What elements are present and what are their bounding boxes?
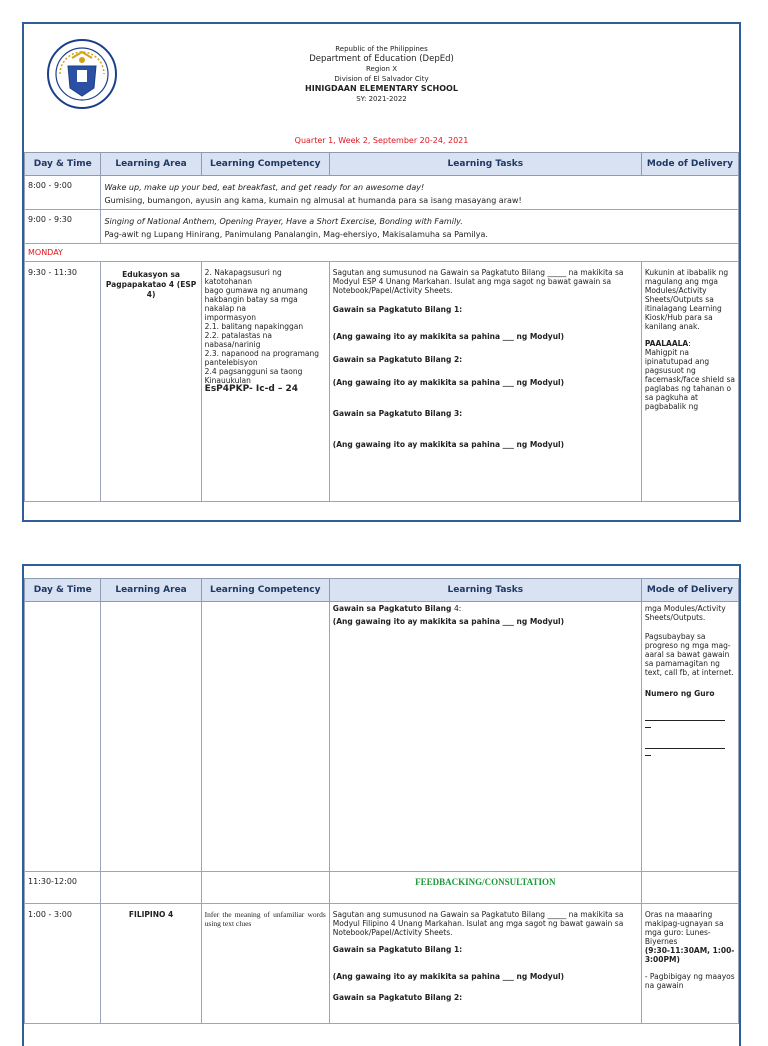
republic-line: Republic of the Philippines — [335, 45, 428, 53]
learning-area-cell — [101, 602, 201, 872]
competency-cell — [201, 872, 329, 904]
day-label: MONDAY — [25, 244, 739, 262]
mode-cell — [641, 602, 738, 872]
table-row — [25, 904, 739, 1024]
routine-cell — [101, 210, 739, 244]
blank-line — [645, 721, 651, 728]
table-header-row — [25, 579, 739, 602]
routine-filipino: Gumising, bumangon, ayusin ang kama, kumain ng almusal at humanda para sa isang masayang araw! — [104, 196, 522, 205]
blank-line — [645, 740, 725, 749]
table-row — [25, 262, 739, 502]
reminder-label: PAALAALA — [644, 339, 689, 348]
col-learning-area: Learning Area — [101, 579, 201, 602]
consultation-hours: (9:30-11:30AM, 1:00-3:00PM) — [644, 946, 735, 964]
mode-cell — [641, 904, 738, 1024]
mode-text: mga Modules/Activity Sheets/Outputs. — [644, 604, 726, 622]
task-heading-text: Gawain sa Pagkatuto Bilang — [332, 604, 452, 613]
task-heading: Gawain sa Pagkatuto Bilang 1: — [332, 945, 463, 954]
task-page-note: (Ang gawaing ito ay makikita sa pahina ___ ng Modyul) — [332, 440, 565, 449]
page-2 — [22, 564, 741, 1046]
competency-cell — [201, 602, 329, 872]
competency-code: EsP4PKP- Ic-d – 24 — [204, 384, 299, 394]
blank-line — [645, 712, 725, 721]
routine-english: Singing of National Anthem, Opening Prayer, Have a Short Exercise, Bonding with Family. — [104, 217, 463, 226]
table-row — [25, 176, 739, 210]
col-learning-tasks: Learning Tasks — [329, 153, 641, 176]
schedule-table — [24, 152, 739, 502]
tasks-intro: Sagutan ang sumusunod na Gawain sa Pagkatuto Bilang _____ na makikita sa Modyul Filipino 4 Unang Markahan. Isulat ang mga sagot ng bawat gawain sa Notebook/Papel/Activity Sheets. — [332, 910, 624, 937]
mode-text: Mahigpit na ipinatutupad ang pagsusuot ng facemask/face shield sa paglabas ng tahanan o sa pagkuha at pagbabalik ng — [644, 348, 735, 411]
time-cell: 8:00 - 9:00 — [25, 176, 101, 210]
task-heading: Gawain sa Pagkatuto Bilang 1: — [332, 305, 463, 314]
routine-filipino: Pag-awit ng Lupang Hinirang, Panimulang Panalangin, Mag-ehersiyo, Makisalamuha sa Pamilya. — [104, 230, 488, 239]
school-year: SY: 2021-2022 — [356, 95, 407, 103]
mode-cell — [641, 262, 738, 502]
task-heading: Gawain sa Pagkatuto Bilang 2: — [332, 355, 463, 364]
table-row — [25, 872, 739, 904]
region-line: Region X — [366, 65, 397, 73]
task-page-note: (Ang gawaing ito ay makikita sa pahina ___ ng Modyul) — [332, 378, 565, 387]
time-cell: 9:30 - 11:30 — [25, 262, 101, 502]
col-learning-competency: Learning Competency — [201, 579, 329, 602]
blank-line — [645, 749, 651, 756]
routine-cell — [101, 176, 739, 210]
tasks-cell — [329, 904, 641, 1024]
tasks-cell — [329, 262, 641, 502]
col-learning-area: Learning Area — [101, 153, 201, 176]
department-line: Department of Education (DepEd) — [309, 54, 454, 64]
task-heading — [333, 604, 638, 613]
page-1 — [22, 22, 741, 522]
mode-text: Oras na maaaring makipag-ugnayan sa mga guro: Lunes-Biyernes — [644, 910, 724, 946]
time-cell: 9:00 - 9:30 — [25, 210, 101, 244]
task-page-note: (Ang gawaing ito ay makikita sa pahina ___ ng Modyul) — [332, 617, 565, 626]
col-learning-competency: Learning Competency — [201, 153, 329, 176]
tasks-intro: Sagutan ang sumusunod na Gawain sa Pagkatuto Bilang _____ na makikita sa Modyul ESP 4 Unang Markahan. Isulat ang mga sagot ng bawat gawain sa Notebook/Papel/Activity Sheets. — [332, 268, 624, 295]
col-mode-of-delivery: Mode of Delivery — [641, 579, 738, 602]
table-row — [25, 602, 739, 872]
table-row — [25, 244, 739, 262]
learning-area-cell: FILIPINO 4 — [101, 904, 201, 1024]
mode-text: - Pagbibigay ng maayos na gawain — [644, 972, 735, 990]
learning-area-cell — [101, 872, 201, 904]
time-cell — [25, 602, 101, 872]
col-day-time: Day & Time — [25, 579, 101, 602]
tasks-cell — [329, 602, 641, 872]
mode-cell — [641, 872, 738, 904]
table-row — [25, 210, 739, 244]
competency-cell: Infer the meaning of unfamiliar words using text clues — [201, 904, 329, 1024]
learning-area-cell: Edukasyon sa Pagpapakatao 4 (ESP 4) — [101, 262, 201, 502]
col-learning-tasks: Learning Tasks — [329, 579, 641, 602]
mode-text: Kukunin at ibabalik ng magulang ang mga Modules/Activity Sheets/Outputs sa itinalagang Learning Kiosk/Hub para sa kanilang anak. — [644, 268, 729, 331]
quarter-heading: Quarter 1, Week 2, September 20-24, 2021 — [294, 136, 469, 145]
school-name: HINIGDAAN ELEMENTARY SCHOOL — [305, 84, 458, 93]
competency-text: 2. Nakapagsusuri ng katotohanan bago gumawa ng anumang hakbangin batay sa mga nakalap na impormasyon 2.1. balitang napakinggan 2.2. patalastas na nabasa/narinig 2.3. napanood na programang pantelebisyon 2.4 pagsangguni sa taong Kinauukulan — [204, 268, 320, 385]
col-mode-of-delivery: Mode of Delivery — [641, 153, 738, 176]
task-heading-number: 4: — [453, 604, 462, 613]
competency-cell — [201, 262, 329, 502]
division-line: Division of El Salvador City — [334, 75, 429, 83]
routine-english: Wake up, make up your bed, eat breakfast, and get ready for an awesome day! — [104, 183, 425, 192]
letterhead — [24, 24, 739, 152]
schedule-table — [24, 578, 739, 1024]
task-heading: Gawain sa Pagkatuto Bilang 3: — [332, 409, 463, 418]
task-page-note: (Ang gawaing ito ay makikita sa pahina ___ ng Modyul) — [332, 332, 565, 341]
col-day-time: Day & Time — [25, 153, 101, 176]
task-heading: Gawain sa Pagkatuto Bilang 2: — [332, 993, 463, 1002]
reminder: PAALAALA: — [644, 339, 691, 348]
teacher-number-label: Numero ng Guro — [644, 689, 715, 698]
time-cell: 1:00 - 3:00 — [25, 904, 101, 1024]
table-header-row — [25, 153, 739, 176]
feedback-label: FEEDBACKING/CONSULTATION — [329, 872, 641, 904]
task-page-note: (Ang gawaing ito ay makikita sa pahina ___ ng Modyul) — [332, 972, 565, 981]
letterhead-text — [24, 44, 739, 104]
time-cell: 11:30-12:00 — [25, 872, 101, 904]
mode-text: Pagsubaybay sa progreso ng mga mag-aaral sa bawat gawain sa pamamagitan ng text, call fb, at internet. — [644, 632, 734, 677]
